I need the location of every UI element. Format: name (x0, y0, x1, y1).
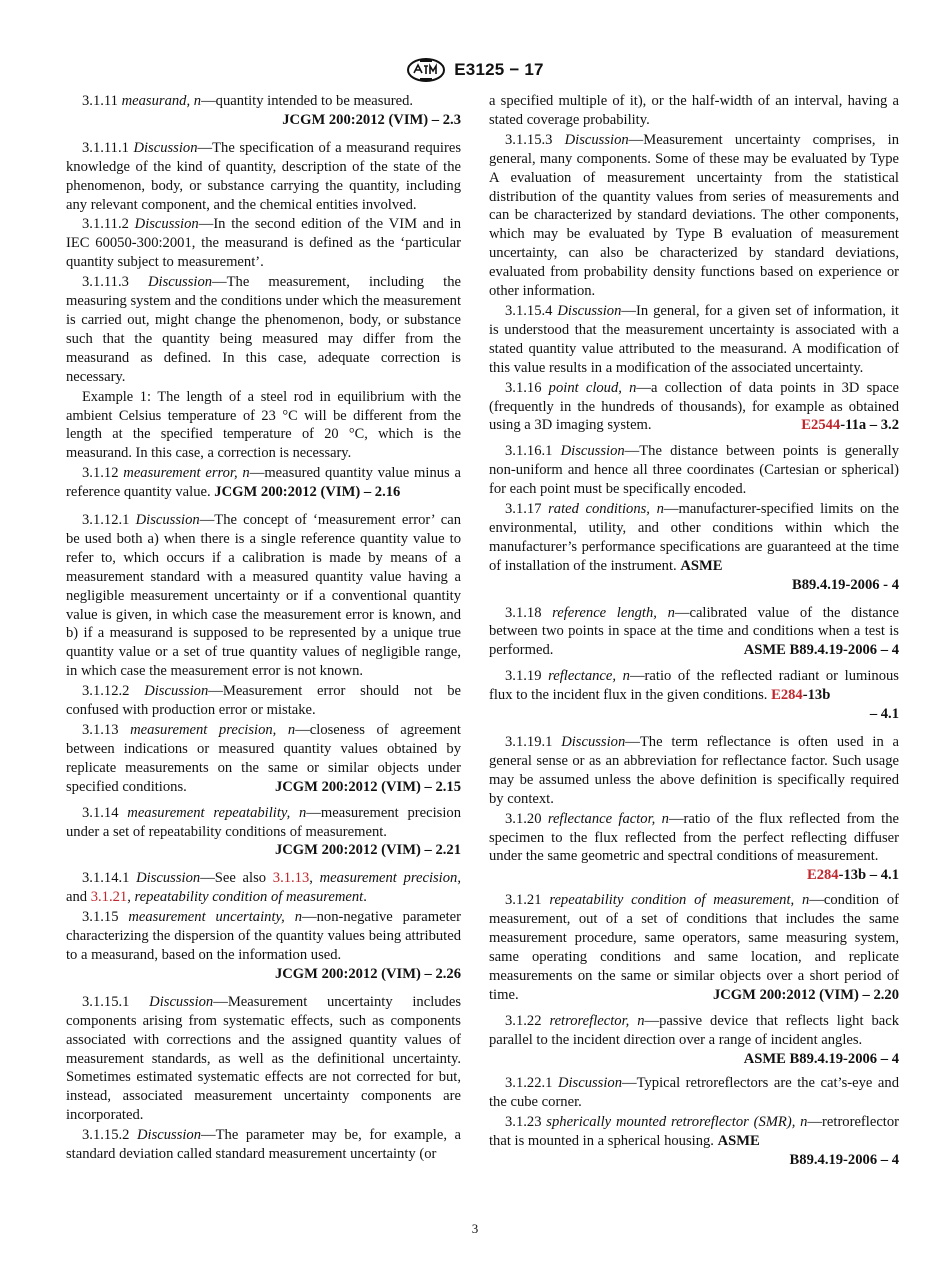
link-3-1-21[interactable]: 3.1.21 (90, 889, 128, 906)
link-3-1-13[interactable]: 3.1.13 (272, 870, 310, 887)
definition-3-1-11: 3.1.11 measurand, n—quantity intended to be measured. JCGM 200:2012 (VIM) – 2.3 (82, 93, 461, 128)
example-1: Example 1: The length of a steel rod in equilibrium with the ambient Celsius temperature of 23 °C will be different from the length at the specified temperature of 20 °C, which is the measurand. In this case, a correction is necessary. (66, 388, 461, 462)
link-e2544[interactable]: E2544 (801, 417, 841, 434)
definition-3-1-17: 3.1.17 rated conditions, n—manufacturer-specified limits on the environmental, utility, and other conditions within which the manufacturer’s performance specifications are guaranteed at the time of installation of the instrument. ASME B89.4.19-2006 - 4 (489, 501, 899, 593)
definition-3-1-21: 3.1.21 repeatability condition of measurement, n—condition of measurement, out of a set of conditions that includes the same measurement procedure, same operators, same measuring system, same operating conditions and same location, and replicate measurements on the same or similar objects over a short period of time. JCGM 200:2012 (VIM) – 2.20 (489, 892, 900, 1003)
discussion-3-1-15-1: 3.1.15.1 Discussion—Measurement uncertainty includes components arising from systematic effects, such as components associated with corrections and the assigned quantity values of measurement standards, as well as the definitional uncertainty. Sometimes estimated systematic effects are not corrected for but, instead, associated measurement uncertainty components are incorporated. (66, 993, 462, 1124)
definition-3-1-20: 3.1.20 reflectance factor, n—ratio of the flux reflected from the specimen to the flux reflected from the perfect reflecting diffuser under the same geometric and spectral conditions of measurement. E284-13b – 4.1 (489, 810, 899, 884)
definition-3-1-18: 3.1.18 reference length, n—calibrated value of the distance between two points in space at the time and conditions when a test is performed. ASME B89.4.19-2006 – 4 (489, 604, 899, 659)
discussion-3-1-11-1: 3.1.11.1 Discussion—The specification of a measurand requires knowledge of the kind of quantity, description of the state of the phenomenon, body, or substance carrying the quantity, including any relevant component, and the chemical entities involved. (66, 139, 461, 213)
discussion-3-1-12-1: 3.1.12.1 Discussion—The concept of ‘measurement error’ can be used both a) when there is a single reference quantity value to refer to, which occurs if a calibration is made by means of a measurement standard with a measured quantity value having a negligible measurement uncertainty or if a conventional quantity value is given, in which case the measurement error is known, and b) if a measurand is supposed to be represented by a unique true quantity value or a set of true quantity values of negligible range, in which case the measurement error is not known. (66, 512, 461, 680)
document-id: E3125 − 17 (454, 60, 544, 79)
definition-3-1-12: 3.1.12 measurement error, n—measured quantity value minus a reference quantity value. JCGM 200:2012 (VIM) – 2.16 (66, 465, 461, 501)
definition-3-1-16: 3.1.16 point cloud, n—a collection of data points in 3D space (frequently in the hundreds of thousands), for example as obtained using a 3D imaging system. E2544-11a – 3.2 (489, 379, 900, 434)
page-header (0, 56, 950, 84)
discussion-3-1-12-2: 3.1.12.2 Discussion—Measurement error should not be confused with production error or mistake. (66, 683, 461, 719)
discussion-3-1-19-1: 3.1.19.1 Discussion—The term reflectance is often used in a general sense or as an abbreviation for reflectance factor. Such usage may be assumed unless the above definition is specifically required by context. (489, 734, 899, 807)
right-column (489, 92, 899, 1171)
definition-3-1-22: 3.1.22 retroreflector, n—passive device that reflects light back parallel to the incident direction over a range of incident angles. ASME B89.4.19-2006 – 4 (489, 1012, 900, 1067)
discussion-3-1-15-2: 3.1.15.2 Discussion—The parameter may be, for example, a standard deviation called standard measurement uncertainty (or (66, 1127, 461, 1163)
discussion-3-1-11-3: 3.1.11.3 Discussion—The measurement, including the measuring system and the conditions under which the measurement is carried out, might change the phenomenon, body, or substance such that the quantity being measured may differ from the measurand as defined. In this case, adequate correction is necessary. (66, 274, 461, 385)
astm-logo-icon (406, 58, 446, 82)
link-e284-2[interactable]: E284 (806, 867, 839, 884)
left-column (66, 92, 461, 1165)
discussion-3-1-14-1: 3.1.14.1 Discussion—See also 3.1.13, measurement precision, and 3.1.21, repeatability condition of measurement. (66, 870, 461, 906)
link-e284[interactable]: E284 (771, 687, 803, 704)
definition-3-1-13: 3.1.13 measurement precision, n—closeness of agreement between indications or measured quantity values obtained by replicate measurements on the same or similar objects under specified conditions. JCGM 200:2012 (VIM) – 2.15 (66, 722, 461, 795)
discussion-3-1-22-1: 3.1.22.1 Discussion—Typical retroreflectors are the cat’s-eye and the cube corner. (489, 1075, 899, 1111)
discussion-3-1-15-4: 3.1.15.4 Discussion—In general, for a given set of information, it is understood that the measurement uncertainty is associated with a stated quantity value attributed to the measurand. A modification of this value results in a modification of the associated uncertainty. (489, 302, 899, 376)
definition-3-1-14: 3.1.14 measurement repeatability, n—measurement precision under a set of repeatability conditions of measurement. JCGM 200:2012 (VIM) – 2.21 (66, 804, 461, 859)
definition-3-1-15: 3.1.15 measurement uncertainty, n—non-negative parameter characterizing the dispersion of the quantity values being attributed to a measurand, based on the information used. JCGM 200:2012 (VIM) – 2.26 (66, 909, 461, 982)
discussion-3-1-11-2: 3.1.11.2 Discussion—In the second edition of the VIM and in IEC 60050-300:2001, the measurand is defined as the ‘particular quantity subject to measurement’. (66, 216, 461, 271)
discussion-3-1-15-3: 3.1.15.3 Discussion—Measurement uncertainty comprises, in general, many components. Some of these may be evaluated by Type A evaluation of measurement uncertainty from the statistical distribution of the quantity values from series of measurements and can be characterized by standard deviations. The other components, which may be evaluated by Type B evaluation of measurement uncertainty, can also be characterized by standard deviations, evaluated from probability density functions based on experience or other information. (489, 131, 900, 300)
definition-3-1-23: 3.1.23 spherically mounted retroreflector (SMR), n—retroreflector that is mounted in a spherical housing. ASME B89.4.19-2006 – 4 (489, 1114, 900, 1169)
discussion-3-1-16-1: 3.1.16.1 Discussion—The distance between points is generally non-uniform and hence all three coordinates (Cartesian or spherical) for each point must be specifically encoded. (489, 443, 899, 498)
page-number: 3 (471, 1221, 479, 1236)
discussion-3-1-15-2-cont: a specified multiple of it), or the half-width of an interval, having a stated coverage probability. (489, 93, 899, 128)
definition-3-1-19: 3.1.19 reflectance, n—ratio of the reflected radiant or luminous flux to the incident flux in the given conditions. E284-13b – 4.1 (489, 668, 899, 723)
